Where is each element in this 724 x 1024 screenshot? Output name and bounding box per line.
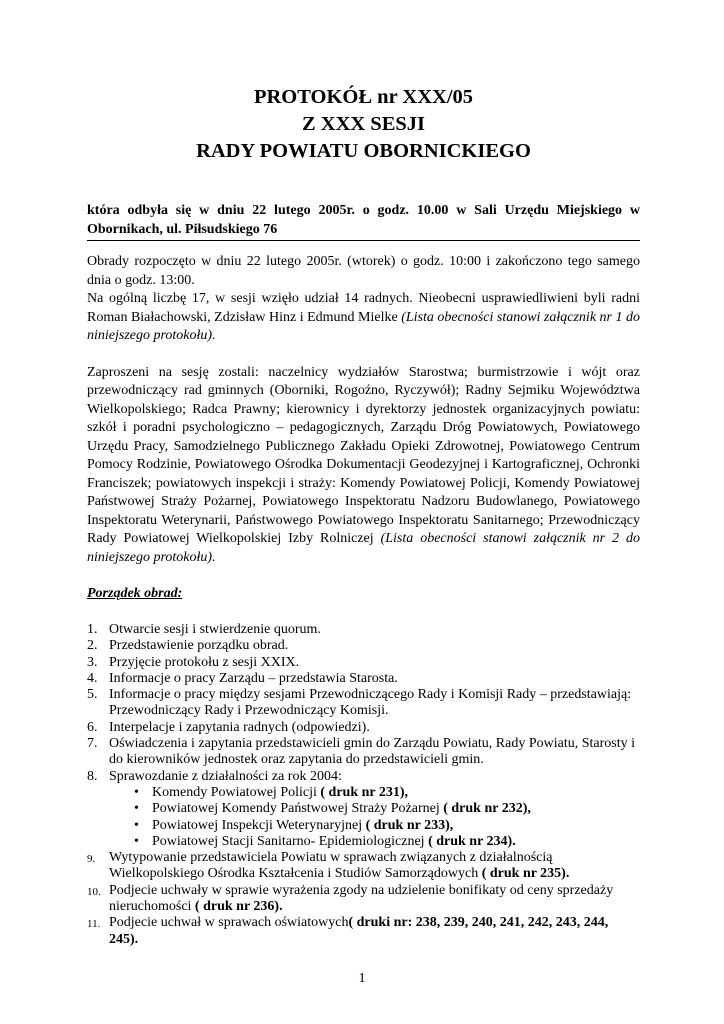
druk-ref: ( druk nr 236). — [194, 899, 283, 915]
agenda-item-number: 4. — [87, 670, 98, 686]
agenda-item-text: Informacje o pracy Zarządu – przedstawia Starosta. — [109, 670, 398, 686]
session-location-subtitle: która odbyła się w dniu 22 lutego 2005r. o godz. 10.00 w Sali Urzędu Miejskiego w Obornikach, ul. Piłsudskiego 76 — [87, 201, 640, 241]
agenda-item-text: Wytypowanie przedstawiciela Powiatu w sprawach związanych z działalnością Wielkopolskiego Ośrodka Kształcenia i Studiów Samorządowych — [109, 850, 553, 882]
agenda-item-text: Otwarcie sesji i stwierdzenie quorum. — [109, 622, 321, 637]
agenda-list — [87, 622, 640, 948]
attendance-text: Na ogólną liczbę 17, w sesji wzięło udział 14 radnych. Nieobecni usprawiedliwieni byli radni Roman Białachowski, Zdzisław Hinz i Edmund Mielke — [87, 291, 640, 325]
invited-guests-annex-note: (Lista obecności stanowi załącznik nr 2 do niniejszego protokołu). — [87, 531, 640, 565]
agenda-item-text: Oświadczenia i zapytania przedstawicieli gmin do Zarządu Powiatu, Rady Powiatu, Starosty i do kierowników jednostek oraz zapytania do przedstawicieli gmin. — [109, 736, 636, 768]
invited-guests-paragraph — [87, 364, 640, 568]
invited-guests-text: Zaproszeni na sesję zostali: naczelnicy wydziałów Starostwa; burmistrzowie i wójt oraz przewodniczący rad gminnych (Oborniki, Rogoźno, Ryczywół); Radny Sejmiku Województwa Wielkopolskiego; Radca Prawny; kierownicy i dyrektorzy jednostek organizacyjnych powiatu: szkół i poradni psychologiczno – pedagogicznych, Zarządu Dróg Powiatowych, Powiatowego Urzędu Pracy, Samodzielnego Publicznego Zakładu Opieki Zdrowotnej, Powiatowego Centrum Pomocy Rodzinie, Powiatowego Ośrodka Dokumentacji Geodezyjnej i Kartograficznej, Ochronki Franciszek; powiatowych inspekcji i straży: Komendy Powiatowej Policji, Komendy Powiatowej Państwowej Straży Pożarnej, Powiatowego Inspektoratu Nadzoru Budowlanego, Powiatowego Inspektoratu Weterynarii, Państwowego Powiatowego Inspektoratu Sanitarnego; Przewodniczący Rady Powiatowej Wielkopolskiej Izby Rolniczej — [87, 364, 640, 546]
druk-ref: ( druk nr 231), — [320, 784, 409, 800]
druk-ref: ( druk nr 234). — [428, 833, 516, 849]
agenda-item-text: Interpelacje i zapytania radnych (odpowiedzi). — [109, 719, 370, 735]
agenda-item — [87, 915, 640, 948]
title-line-1: PROTOKÓŁ nr XXX/05 — [253, 86, 474, 108]
sub-item-text: Powiatowej Stacji Sanitarno- Epidemiologicznej — [152, 833, 429, 849]
reports-sublist — [109, 785, 640, 850]
sub-item-text: Komendy Powiatowej Policji — [152, 784, 321, 800]
title-line-2: Z XXX SESJI — [301, 113, 426, 135]
agenda-item-number: 11. — [87, 918, 101, 931]
agenda-item-number: 8. — [87, 768, 98, 784]
agenda-item-number: 2. — [87, 638, 98, 654]
agenda-item-text: Przyjęcie protokołu z sesji XXIX. — [109, 654, 300, 670]
bullet-icon: • — [134, 833, 139, 849]
agenda-item — [87, 671, 640, 687]
agenda-item-number: 9. — [87, 853, 96, 866]
bullet-icon: • — [134, 817, 139, 833]
agenda-item-number: 6. — [87, 719, 98, 735]
agenda-item-number: 1. — [87, 622, 98, 637]
druk-ref: ( druki nr: 238, 239, 240, 241, 242, 243, 244, 245). — [109, 915, 609, 947]
agenda-item-text: Podjecie uchwały w sprawie wyrażenia zgody na udzielenie bonifikaty od ceny sprzedaży nieruchomości — [109, 882, 614, 915]
agenda-item-text: Przedstawienie porządku obrad. — [109, 638, 289, 654]
agenda-item-text: Podjecie uchwał w sprawach oświatowych — [109, 915, 349, 931]
agenda-item — [87, 638, 640, 654]
agenda-item — [87, 655, 640, 671]
agenda-item-number: 10. — [87, 885, 101, 898]
sub-item — [109, 785, 640, 801]
title-line-3: RADY POWIATU OBORNICKIEGO — [196, 140, 531, 162]
agenda-item-number: 3. — [87, 654, 98, 670]
druk-ref: ( druk nr 233), — [365, 817, 454, 833]
sub-item-text: Powiatowej Inspekcji Weterynaryjnej — [152, 817, 366, 833]
sub-item — [109, 834, 640, 850]
druk-ref: ( druk nr 235). — [481, 866, 570, 882]
document-title — [87, 84, 640, 165]
page-number: 1 — [358, 971, 366, 986]
sub-item — [109, 801, 640, 817]
agenda-item — [87, 687, 640, 720]
agenda-item — [87, 622, 640, 638]
agenda-item — [87, 850, 640, 883]
druk-ref: ( druk nr 232), — [443, 801, 531, 817]
sub-item-text: Powiatowej Komendy Państwowej Straży Pożarnej — [152, 801, 444, 817]
bullet-icon: • — [134, 784, 139, 800]
agenda-item-text: Sprawozdanie z działalności za rok 2004: — [109, 768, 342, 784]
agenda-item-number: 7. — [87, 736, 98, 752]
session-time-paragraph: Obrady rozpoczęto w dniu 22 lutego 2005r. (wtorek) o godz. 10:00 i zakończono tego samego dnia o godz. 13:00. — [87, 254, 640, 288]
agenda-item — [87, 720, 640, 736]
agenda-item — [87, 883, 640, 916]
agenda-heading: Porządek obrad: — [87, 586, 183, 601]
attendance-paragraph — [87, 290, 640, 346]
agenda-item — [87, 769, 640, 850]
attendance-annex-note: (Lista obecności stanowi załącznik nr 1 do niniejszego protokołu). — [87, 309, 640, 343]
agenda-item-number: 5. — [87, 687, 98, 703]
agenda-item-text: Informacje o pracy między sesjami Przewodniczącego Rady i Komisji Rady – przedstawiają: Przewodniczący Rady i Przewodniczący Komisji. — [109, 687, 632, 719]
document-page — [87, 84, 640, 948]
sub-item — [109, 818, 640, 834]
bullet-icon: • — [134, 801, 139, 817]
agenda-item — [87, 736, 640, 769]
